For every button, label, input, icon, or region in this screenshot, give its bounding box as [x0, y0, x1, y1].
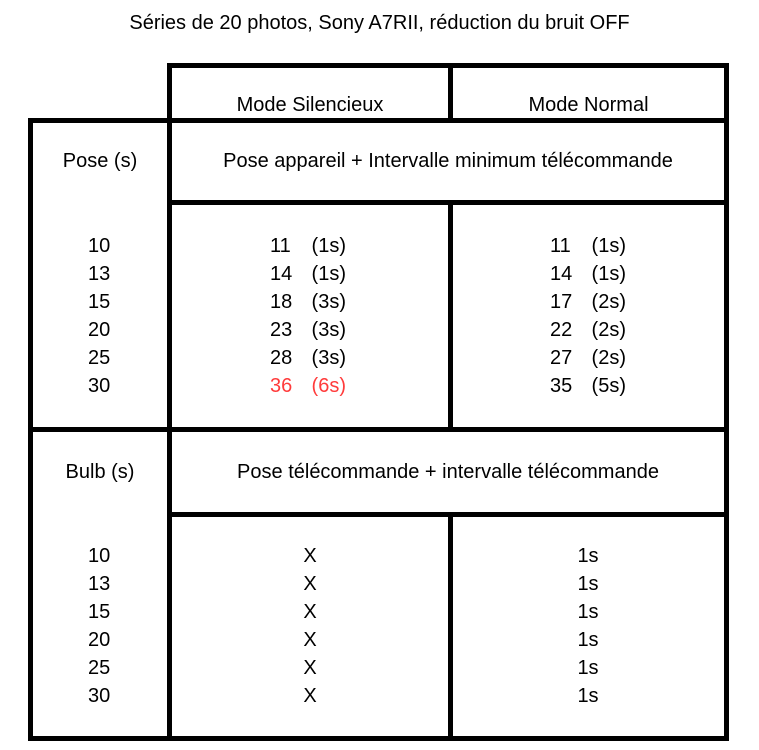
- bulb-normal-value: 1s: [577, 573, 599, 595]
- pose-value: 30: [88, 375, 111, 397]
- bulb-value: 20: [88, 629, 111, 651]
- pose-silent-row: 28 (3s): [270, 347, 346, 369]
- pose-silent-row: 23 (3s): [270, 319, 346, 341]
- bulb-silent-list: [290, 542, 330, 710]
- bulb-normal-list: [568, 542, 608, 710]
- page-title: Séries de 20 photos, Sony A7RII, réduction du bruit OFF: [129, 12, 630, 34]
- bulb-value: 25: [88, 657, 111, 679]
- section-description-pose: Pose appareil + Intervalle minimum télécommande: [223, 150, 673, 172]
- pose-value: 13: [88, 263, 111, 285]
- table-divider-modes-pose: [448, 200, 453, 432]
- pose-value: 25: [88, 347, 111, 369]
- column-header-silent: [172, 88, 448, 123]
- column-header-normal-label: Mode Normal: [528, 94, 649, 116]
- pose-value: 15: [88, 291, 111, 313]
- bulb-silent-value: X: [303, 545, 317, 567]
- bulb-normal-value: 1s: [577, 601, 599, 623]
- bulb-silent-value: X: [303, 629, 317, 651]
- column-header-silent-label: Mode Silencieux: [236, 94, 384, 116]
- table-border-bottom: [28, 736, 729, 741]
- pose-silent-row: 14 (1s): [270, 263, 346, 285]
- table-divider-modes-bulb: [448, 512, 453, 741]
- pose-normal-row: 27 (2s): [550, 347, 626, 369]
- pose-silent-row: 18 (3s): [270, 291, 346, 313]
- section-label-bulb: Bulb (s): [65, 460, 135, 483]
- bulb-value: 30: [88, 685, 111, 707]
- bulb-value: 10: [88, 545, 111, 567]
- bulb-silent-value: X: [303, 657, 317, 679]
- bulb-value: 13: [88, 573, 111, 595]
- pose-normal-row: 35 (5s): [550, 375, 626, 397]
- pose-normal-row: 22 (2s): [550, 319, 626, 341]
- bulb-value: 15: [88, 601, 111, 623]
- bulb-normal-value: 1s: [577, 685, 599, 707]
- pose-value: 10: [88, 235, 111, 257]
- bulb-normal-value: 1s: [577, 545, 599, 567]
- bulb-silent-value: X: [303, 601, 317, 623]
- column-header-normal: [453, 88, 724, 123]
- pose-normal-row: 17 (2s): [550, 291, 626, 313]
- pose-normal-list: [550, 232, 626, 400]
- bulb-silent-value: X: [303, 685, 317, 707]
- pose-silent-row-highlighted: 36 (6s): [270, 375, 346, 397]
- pose-silent-row: 11 (1s): [270, 235, 346, 257]
- pose-values-list: [88, 232, 110, 400]
- pose-silent-list: [270, 232, 346, 400]
- table-border-left: [28, 118, 33, 741]
- bulb-normal-value: 1s: [577, 629, 599, 651]
- pose-normal-row: 14 (1s): [550, 263, 626, 285]
- bulb-normal-value: 1s: [577, 657, 599, 679]
- bulb-silent-value: X: [303, 573, 317, 595]
- pose-normal-row: 11 (1s): [550, 235, 626, 257]
- table-border-right: [724, 63, 729, 741]
- pose-value: 20: [88, 319, 111, 341]
- section-label-pose: Pose (s): [62, 150, 138, 172]
- bulb-values-list: [88, 542, 110, 710]
- section-description-bulb: Pose télécommande + intervalle télécommande: [237, 460, 659, 483]
